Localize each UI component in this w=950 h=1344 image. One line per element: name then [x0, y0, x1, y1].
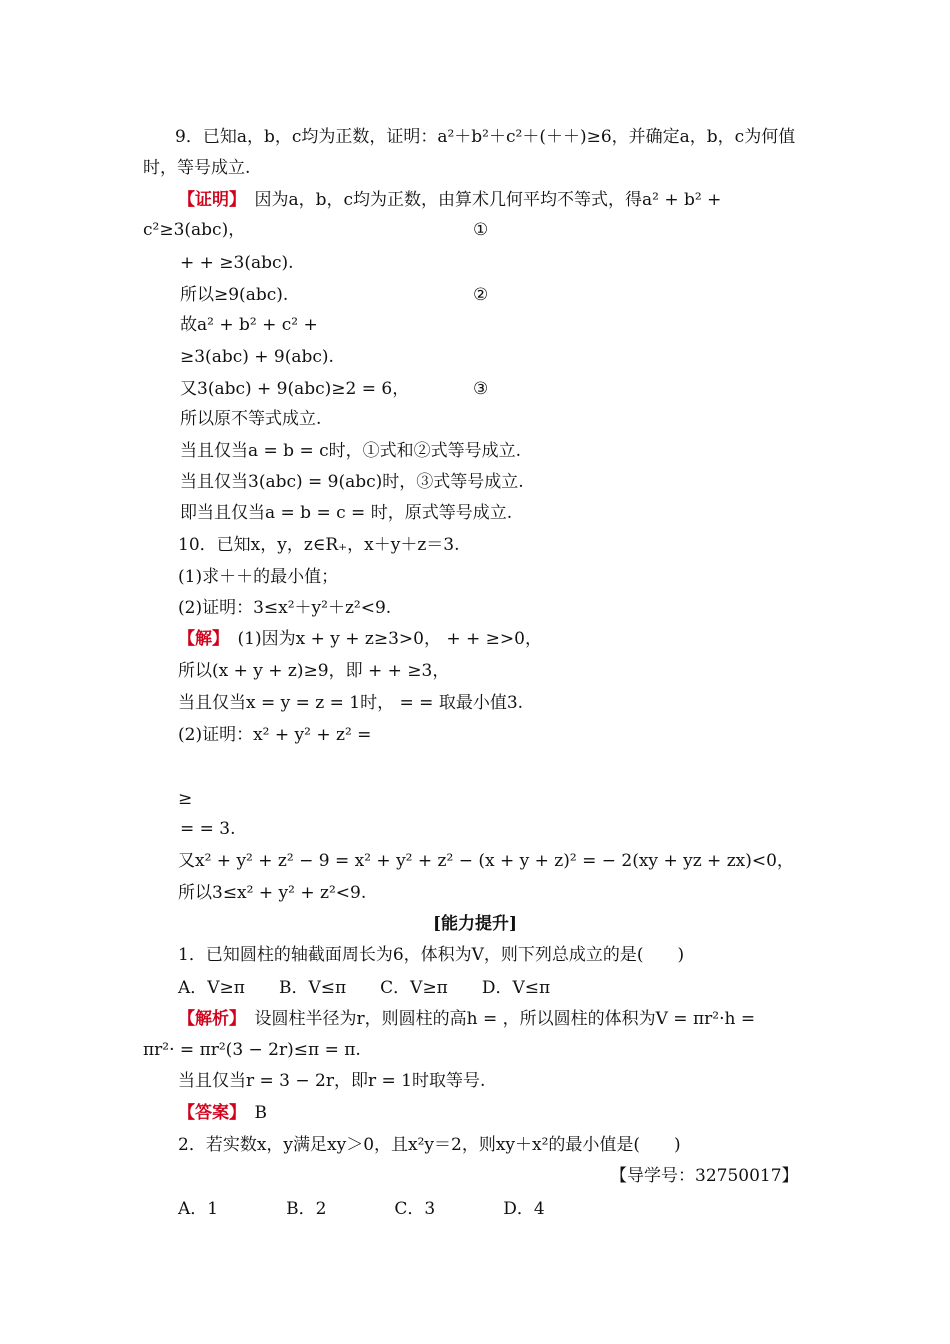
- ability-q1-answer: [178, 1102, 267, 1124]
- line-text: 时，等号成立.: [143, 158, 251, 178]
- solution-label: 【解】: [178, 629, 221, 649]
- q10-sol-line7: [178, 850, 794, 872]
- ability-q1-analysis-line1: [178, 1008, 755, 1030]
- line-text: 当且仅当3(abc) = 9(abc)时，③式等号成立.: [180, 472, 524, 492]
- line-text: 又x² + y² + z² − 9 = x² + y² + z² − (x + y + z)² = − 2(xy + yz + zx)<0，: [178, 851, 794, 871]
- line-text: ≥: [178, 789, 193, 809]
- q10-sol-line5: [178, 788, 192, 810]
- ability-q1-analysis-line2: [143, 1039, 361, 1061]
- line-text: 10．已知x，y，z∈R₊，x＋y＋z＝3.: [178, 535, 460, 555]
- line-text: + + ≥3(abc).: [180, 253, 294, 273]
- circled-mark-2: ②: [473, 285, 489, 305]
- q9-line1: [175, 126, 795, 148]
- line-text: B: [237, 1103, 267, 1123]
- line-text: 当且仅当r = 3 − 2r，即r = 1时取等号.: [178, 1071, 486, 1091]
- line-text: 当且仅当a = b = c时，①式和②式等号成立.: [180, 441, 522, 461]
- line-text: 2．若实数x，y满足xy＞0，且x²y＝2，则xy＋x²的最小值是( ): [178, 1135, 681, 1155]
- proof-label: 【证明】: [178, 190, 238, 210]
- q10-line3: [178, 597, 391, 619]
- line-text: 又3(abc) + 9(abc)≥2 = 6，: [180, 379, 410, 399]
- line-text: 故a² + b² + c² +: [180, 315, 318, 335]
- analysis-label: 【解析】: [178, 1009, 238, 1029]
- ability-q1-options: [178, 977, 550, 999]
- q9-proof-line11: [180, 502, 512, 524]
- circled-mark-1: ①: [473, 220, 489, 240]
- q10-sol-line1: [178, 628, 542, 650]
- q10-sol-line4: [178, 724, 371, 746]
- q9-proof-line5: [180, 314, 318, 336]
- line-text: (1)求＋＋的最小值；: [178, 567, 339, 587]
- ability-q1-line1: [178, 944, 684, 966]
- q10-sol-line8: [178, 882, 366, 904]
- ability-q1-analysis-line3: [178, 1070, 485, 1092]
- line-text: 因为a，b，c均为正数，由算术几何平均不等式，得a² + b² +: [237, 190, 722, 210]
- line-text: 9．已知a，b，c均为正数，证明：a²＋b²＋c²＋(＋＋)≥6，并确定a，b，c为何值: [175, 127, 796, 147]
- line-text: A．1 B．2 C．3 D．4: [178, 1199, 545, 1219]
- q9-line2: [143, 157, 250, 179]
- q10-line1: [178, 534, 460, 556]
- q9-proof-line6: [180, 346, 334, 368]
- line-text: 【导学号：32750017】: [610, 1166, 799, 1186]
- q10-line2: [178, 566, 338, 588]
- line-text: 设圆柱半径为r，则圆柱的高h = ，所以圆柱的体积为V = πr²·h =: [237, 1009, 756, 1029]
- q9-proof-line1: [178, 189, 721, 211]
- guide-number: [610, 1165, 799, 1187]
- line-text: (1)因为x + y + z≥3>0， + + ≥>0，: [220, 629, 542, 649]
- q10-sol-line2: [178, 660, 449, 682]
- line-text: 1．已知圆柱的轴截面周长为6，体积为V，则下列总成立的是( ): [178, 945, 685, 965]
- line-text: 所以≥9(abc).: [180, 285, 289, 305]
- q9-proof-line4: [180, 284, 288, 306]
- circled-mark-3: ③: [473, 379, 489, 399]
- answer-label: 【答案】: [178, 1103, 238, 1123]
- ability-q2-options: [178, 1198, 545, 1220]
- q10-sol-line3: [178, 692, 523, 714]
- line-text: 所以(x + y + z)≥9，即 + + ≥3，: [178, 661, 450, 681]
- line-text: (2)证明：3≤x²＋y²＋z²<9.: [178, 598, 392, 618]
- q10-sol-line6: [180, 818, 236, 840]
- line-text: (2)证明：x² + y² + z² =: [178, 725, 372, 745]
- ability-q2-line1: [178, 1134, 681, 1156]
- section-title: [能力提升]: [432, 914, 518, 934]
- line-text: 所以原不等式成立.: [180, 409, 322, 429]
- line-text: = = 3.: [180, 819, 236, 839]
- line-text: A．V≥π B．V≤π C．V≥π D．V≤π: [178, 978, 551, 998]
- line-text: πr²· = πr²(3 − 2r)≤π = π.: [143, 1040, 361, 1060]
- q9-proof-line9: [180, 440, 521, 462]
- line-text: 所以3≤x² + y² + z²<9.: [178, 883, 367, 903]
- line-text: 当且仅当x = y = z = 1时， = = 取最小值3.: [178, 693, 524, 713]
- line-text: c²≥3(abc)，: [143, 220, 246, 240]
- q9-proof-line10: [180, 471, 524, 493]
- q9-proof-line8: [180, 408, 321, 430]
- q9-proof-line2: [143, 219, 245, 241]
- q9-proof-line7: [180, 378, 409, 400]
- q9-proof-line3: [180, 252, 294, 274]
- line-text: ≥3(abc) + 9(abc).: [180, 347, 334, 367]
- line-text: 即当且仅当a = b = c = 时，原式等号成立.: [180, 503, 513, 523]
